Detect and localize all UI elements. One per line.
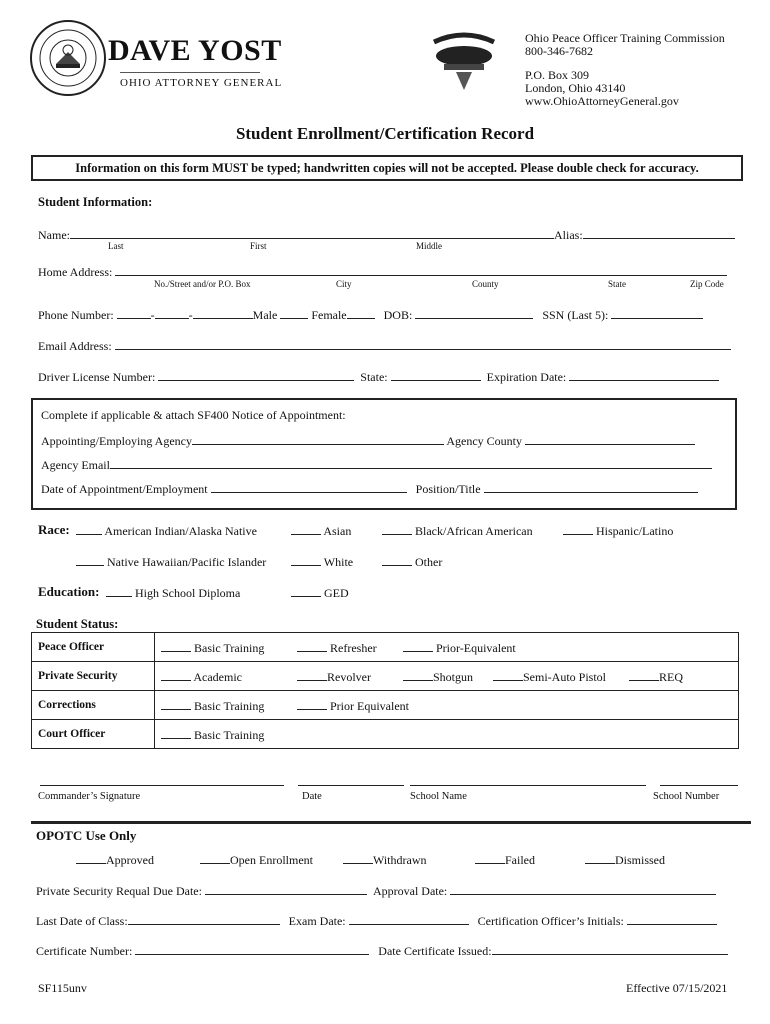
agency-county-label: Agency County (446, 434, 522, 448)
initials-field[interactable] (627, 913, 717, 925)
dl-state-field[interactable] (391, 369, 481, 381)
status-option[interactable]: REQ (629, 669, 683, 685)
race-option[interactable]: Asian (291, 523, 351, 539)
race-label: Race: (38, 522, 70, 537)
phone-sep-2: - (188, 308, 193, 322)
race-option[interactable]: American Indian/Alaska Native (76, 523, 257, 539)
status-row-label: Peace Officer (32, 633, 155, 662)
race-option[interactable]: Black/African American (382, 523, 533, 539)
education-option[interactable]: GED (291, 585, 349, 601)
opotc-status-option[interactable]: Dismissed (585, 852, 665, 868)
status-option[interactable]: Shotgun (403, 669, 473, 685)
address-sub-state: State (608, 279, 626, 289)
address-sub-street: No./Street and/or P.O. Box (154, 279, 251, 289)
student-status-table (31, 632, 739, 749)
initials-label: Certification Officer’s Initials: (477, 914, 624, 928)
brand-divider (120, 72, 260, 73)
dob-label: DOB: (383, 308, 413, 322)
agency-email-label: Agency Email (41, 458, 110, 472)
school-name-field[interactable] (410, 785, 646, 786)
opotc-heading: OPOTC Use Only (36, 828, 137, 843)
cert-issued-field[interactable] (492, 943, 728, 955)
race-option[interactable]: Native Hawaiian/Pacific Islander (76, 554, 266, 570)
status-option[interactable]: Semi-Auto Pistol (493, 669, 606, 685)
signature-date-label: Date (302, 791, 322, 802)
agency-line-4: London, Ohio 43140 (525, 81, 626, 95)
race-option[interactable]: Other (382, 554, 442, 570)
dl-exp-label: Expiration Date: (486, 370, 567, 384)
agency-label: Appointing/Employing Agency (41, 434, 192, 448)
status-option[interactable]: Basic Training (161, 727, 264, 743)
email-label: Email Address: (38, 339, 112, 353)
cert-number-label: Certificate Number: (36, 944, 133, 958)
name-sub-middle: Middle (416, 241, 442, 251)
phone-sep-1: - (150, 308, 155, 322)
requal-label: Private Security Requal Due Date: (36, 884, 202, 898)
ag-badge-logo (426, 28, 502, 94)
agency-field[interactable] (192, 433, 444, 445)
notice-box (31, 155, 743, 181)
effective-date: Effective 07/15/2021 (626, 981, 728, 995)
last-class-label: Last Date of Class: (36, 914, 128, 928)
opotc-status-option[interactable]: Approved (76, 852, 154, 868)
status-option[interactable]: Revolver (297, 669, 371, 685)
email-field[interactable] (115, 338, 731, 350)
school-number-label: School Number (653, 791, 720, 802)
school-name-label: School Name (410, 791, 467, 802)
name-sub-last: Last (108, 241, 124, 251)
opotc-status-option[interactable]: Open Enrollment (200, 852, 313, 868)
status-option[interactable]: Refresher (297, 640, 377, 656)
appointment-date-label: Date of Appointment/Employment (41, 482, 208, 496)
race-option[interactable]: Hispanic/Latino (563, 523, 673, 539)
status-option[interactable]: Basic Training (161, 640, 264, 656)
dl-state-label: State: (360, 370, 388, 384)
opotc-status-option[interactable]: Failed (475, 852, 535, 868)
last-class-field[interactable] (128, 913, 280, 925)
agency-email-row (41, 457, 712, 473)
female-label: Female (311, 308, 347, 322)
appointment-date-field[interactable] (211, 481, 407, 493)
phone-row (38, 307, 703, 323)
dob-field[interactable] (415, 307, 533, 319)
ssn-label: SSN (Last 5): (542, 308, 609, 322)
address-label: Home Address: (38, 265, 113, 279)
opotc-divider (31, 821, 751, 824)
name-row (38, 227, 735, 243)
alias-field[interactable] (583, 227, 735, 239)
status-row-label: Court Officer (32, 720, 155, 749)
alias-label: Alias: (554, 228, 583, 242)
address-sub-county: County (472, 279, 499, 289)
status-option[interactable]: Prior-Equivalent (403, 640, 516, 656)
table-row (32, 633, 739, 662)
name-sub-first: First (250, 241, 267, 251)
email-row (38, 338, 731, 354)
table-row (32, 720, 739, 749)
signature-label: Commander’s Signature (38, 791, 141, 802)
agency-line-1: Ohio Peace Officer Training Commission (525, 31, 725, 45)
status-row-options (155, 662, 739, 691)
status-row-options (155, 691, 739, 720)
phone-line-field[interactable] (193, 307, 253, 319)
male-field[interactable] (280, 307, 308, 319)
table-row (32, 662, 739, 691)
address-sub-city: City (336, 279, 352, 289)
cert-row (36, 943, 728, 959)
phone-area-field[interactable] (117, 307, 151, 319)
notice-text: Information on this form MUST be typed; handwritten copies will not be accepted. Please double check for accuracy. (75, 161, 699, 175)
education-label: Education: (38, 584, 100, 599)
dl-row (38, 369, 719, 385)
agency-line-2: 800-346-7682 (525, 44, 593, 58)
male-label: Male (252, 308, 278, 322)
ssn-field[interactable] (611, 307, 703, 319)
education-option[interactable]: High School Diploma (106, 585, 240, 601)
address-sub-zip: Zip Code (690, 279, 724, 289)
student-info-heading: Student Information: (38, 195, 153, 209)
name-field[interactable] (70, 227, 554, 239)
phone-prefix-field[interactable] (155, 307, 189, 319)
address-row (38, 264, 727, 280)
status-option[interactable]: Prior Equivalent (297, 698, 409, 714)
position-field[interactable] (484, 481, 698, 493)
form-title: Student Enrollment/Certification Record (235, 124, 535, 143)
status-row-label: Corrections (32, 691, 155, 720)
dl-field[interactable] (158, 369, 354, 381)
name-label: Name: (38, 228, 70, 242)
agency-line-3: P.O. Box 309 (525, 68, 590, 82)
signature-date-field[interactable] (298, 785, 404, 786)
opotc-status-option[interactable]: Withdrawn (343, 852, 427, 868)
status-row-options (155, 633, 739, 662)
table-row (32, 691, 739, 720)
exam-field[interactable] (349, 913, 469, 925)
female-field[interactable] (347, 307, 375, 319)
cert-issued-label: Date Certificate Issued: (378, 944, 492, 958)
approval-label: Approval Date: (372, 884, 448, 898)
status-row-label: Private Security (32, 662, 155, 691)
status-row-options (155, 720, 739, 749)
approval-field[interactable] (450, 883, 716, 895)
brand-subtitle: OHIO ATTORNEY GENERAL (120, 77, 283, 89)
agency-row (41, 433, 695, 449)
seal-emblem-icon (32, 22, 104, 94)
status-option[interactable]: Academic (161, 669, 242, 685)
requal-field[interactable] (205, 883, 367, 895)
badge-icon (426, 28, 502, 94)
exam-label: Exam Date: (288, 914, 346, 928)
signature-field[interactable] (40, 785, 284, 786)
dl-label: Driver License Number: (38, 370, 156, 384)
brand-name: DAVE YOST (108, 34, 282, 67)
form-id: SF115unv (38, 981, 87, 995)
status-option[interactable]: Basic Training (161, 698, 264, 714)
address-field[interactable] (115, 264, 727, 276)
phone-label: Phone Number: (38, 308, 114, 322)
appointment-date-row (41, 481, 698, 497)
agency-email-field[interactable] (110, 457, 712, 469)
agency-county-field[interactable] (525, 433, 695, 445)
position-label: Position/Title (415, 482, 481, 496)
race-option[interactable]: White (291, 554, 353, 570)
cert-number-field[interactable] (135, 943, 369, 955)
ag-seal (30, 20, 106, 96)
requal-row (36, 883, 716, 899)
student-status-heading: Student Status: (36, 617, 119, 631)
school-number-field[interactable] (660, 785, 738, 786)
appointment-intro: Complete if applicable & attach SF400 Notice of Appointment: (41, 408, 346, 422)
last-class-row (36, 913, 717, 929)
dl-exp-field[interactable] (569, 369, 719, 381)
agency-website-link[interactable]: www.OhioAttorneyGeneral.gov (525, 94, 679, 108)
